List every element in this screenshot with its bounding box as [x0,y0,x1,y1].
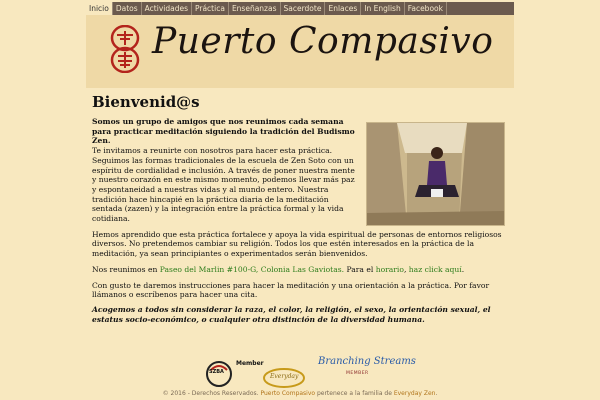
footer-copyright [0,390,600,397]
meeting-middle: Para el [344,264,376,274]
intro-body-text: Te invitamos a reunirte con nosotros para hacer esta práctica. Seguimos las formas tradicionales de la escuela de Zen Soto con un espíritu de cordialidad e inclusión. A través de poner nuestra mente y nuestro corazón en este mismo momento, podemos llevar más paz y espontaneidad a nuestras vidas y al mundo entero. Nuestra tradición hace hincapié en la práctica diaria de la meditación sentada (zazen) y la integración entre la práctica formal y la vida cotidiana. [92,146,355,224]
footer-end: . [435,390,438,397]
location-link[interactable]: Paseo del Marlin #100-G, Colonia Las Gaviotas. [159,264,345,274]
everyday-label: Everyday [270,373,299,380]
meeting-prefix: Nos reunimos en [92,264,160,274]
nav-in-english[interactable]: In English [361,2,404,15]
meditation-photo [366,122,505,226]
site-title: Puerto Compasivo [152,21,494,62]
main-content [92,94,510,324]
nav-sacerdote[interactable]: Sacerdote [281,2,326,15]
meeting-comma: , [403,264,409,274]
seal-logo-icon [108,25,142,73]
page-title: Bienvenid@s [92,93,200,111]
footer-family-link[interactable]: Everyday Zen [393,390,436,397]
paragraph-meeting [92,265,510,275]
nav-inicio[interactable]: Inicio [86,2,113,15]
szba-abbr: SZBA [209,369,224,375]
click-here-link[interactable]: haz click aquí [408,264,462,274]
intro-block [92,117,360,224]
branching-streams-logo[interactable]: Branching Streams [318,356,416,367]
szba-member-label: Member [236,360,264,367]
nav-facebook[interactable]: Facebook [405,2,447,15]
branching-member-label: MEMBER [346,371,369,376]
affiliation-logos [200,354,420,388]
intro-bold-text: Somos un grupo de amigos que nos reunimos cada semana para practicar meditación siguiendo la tradición del Budismo Zen. [92,117,355,146]
header-banner[interactable] [86,15,514,88]
schedule-link[interactable]: horario [375,264,404,274]
nav-datos[interactable]: Datos [113,2,142,15]
footer-site-link[interactable]: Puerto Compasivo [260,390,316,397]
footer-prefix: © 2016 - Derechos Reservados. [162,390,261,397]
paragraph-diversity: Hemos aprendido que esta práctica fortalece y apoya la vida espiritual de personas de entornos religiosos diversos. No pretendemos cambiar su religión. Todos los que estén interesados en la práctica de la meditación, ya sean principiantes o experimentados serán bienvenidos. [92,229,502,259]
closing-statement: Acogemos a todos sin considerar la raza, el color, la religión, el sexo, la orientación sexual, el estatus socio-económico, o cualquier otra distinción de la diversidad humana. [92,304,491,324]
nav-ensenanzas[interactable]: Enseñanzas [229,2,281,15]
footer-middle: pertenece a la familia de [315,390,394,397]
paragraph-instructions: Con gusto te daremos instrucciones para hacer la meditación y una orientación a la práctica. Por favor llámanos o escríbenos para hacer una cita. [92,280,490,300]
nav-actividades[interactable]: Actividades [142,2,192,15]
nav-practica[interactable]: Práctica [192,2,229,15]
top-nav [86,2,514,15]
nav-enlaces[interactable]: Enlaces [325,2,361,15]
meeting-end: . [461,264,465,274]
